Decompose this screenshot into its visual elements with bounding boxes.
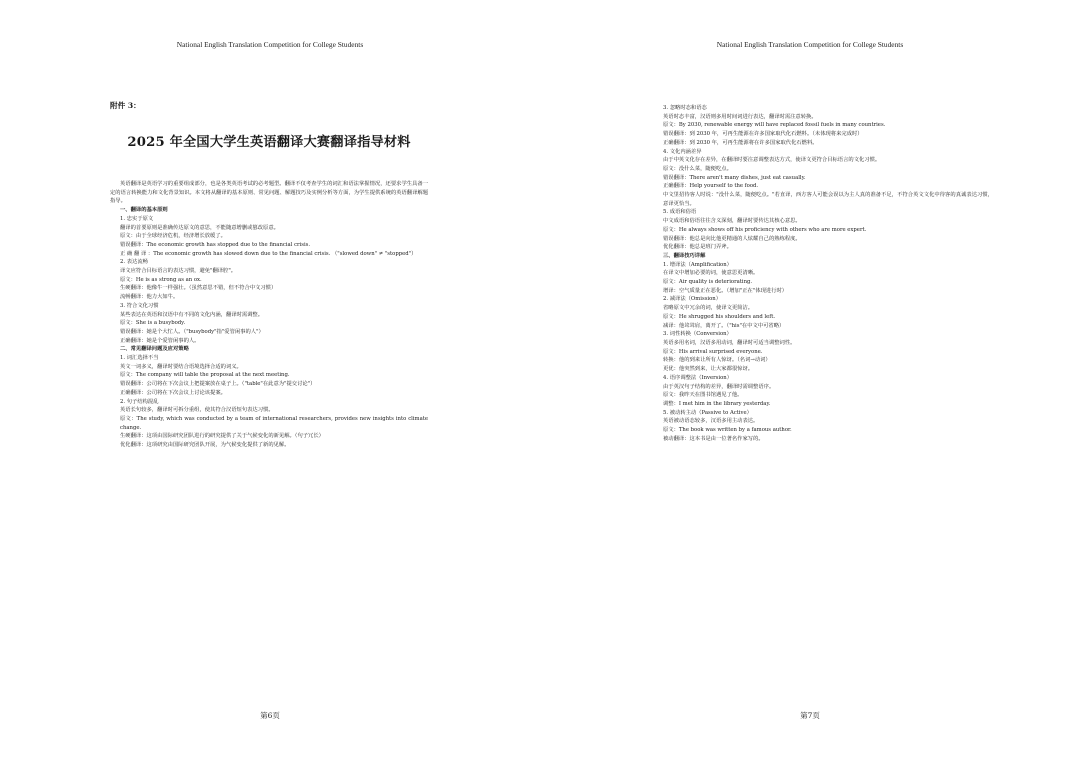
intro-paragraph: 英语翻译是英语学习的重要组成部分，也是各类英语考试的必考题型。翻译不仅考查学生的词汇和语法掌握情况，还要求学生具备一定的语言转换能力和文化背景知识。本文将从翻译的基本原则、常见问题、解题技巧及实例分析等方面，为学生提供系统的英语翻译解题指导。 [110, 181, 428, 205]
text-line: 错误翻译：到 2030 年，可再生能源在许多国家取代化石燃料。（未体现将来完成时） [663, 131, 863, 138]
section-heading: 三、翻译技巧详解 [663, 252, 706, 259]
text-line: 流畅翻译：他力大如牛。 [120, 294, 179, 301]
text-line: 3. 符合文化习惯 [120, 302, 159, 309]
text-line: 原文：He shrugged his shoulders and left. [663, 313, 776, 320]
section-heading: 二、常见翻译问题及应对策略 [120, 346, 189, 353]
text-line: 英语长句较多，翻译时可拆分重组，使其符合汉语短句表达习惯。 [120, 407, 274, 414]
text-line: 翻译的首要原则是准确传达原文的意思，不能随意增删或篡改原意。 [120, 224, 279, 231]
text-line: 5. 被动转主动（Passive to Active） [663, 409, 752, 416]
text-line: 生硬翻译：他像牛一样强壮。（虽然意思不错，但不符合中文习惯） [120, 285, 277, 292]
text-line: 增译：空气质量正在恶化。（增加"正在"体现进行时） [663, 287, 788, 294]
text-line: 在译文中增加必要的词，使意思更清晰。 [663, 270, 759, 277]
text-line: 原文：She is a busybody. [120, 320, 186, 327]
text-line: 错误翻译：公司将在下次会议上把提案放在桌子上。（"table"在此意为"提交讨论"） [120, 381, 316, 388]
text-line: 错误翻译：There aren't many dishes, just eat casually. [663, 174, 806, 181]
text-line: 原文：Air quality is deteriorating. [663, 279, 753, 286]
text-line: 4. 语序调整法（Inversion） [663, 374, 732, 381]
text-line: 2. 表达流畅 [120, 259, 148, 266]
text-line: 3. 忽略时态和语态 [663, 105, 707, 111]
running-head: National English Translation Competition for College Students [176, 40, 364, 49]
text-line: 转换：他的到来让所有人惊讶。（名词→动词） [663, 357, 771, 364]
text-line: 英语时态丰富，汉语则多用时间词进行表达，翻译时需注意转换。 [663, 113, 817, 120]
text-line: 原文：The company will table the proposal at the next meeting. [120, 372, 290, 379]
text-line: 1. 忠实于原文 [120, 215, 154, 222]
text-line: 1. 增译法（Amplification） [663, 261, 732, 268]
text-line: 由于中英文化存在差异，在翻译时要注意调整表达方式，使译文更符合目标语言的文化习惯。 [663, 157, 881, 164]
text-line: 中文里招待客人时说："没什么菜，随便吃点。"若直译，西方客人可能会误以为主人真的准备不足，不符合英文文化中待客的真诚表达习惯，意译更恰当。 [663, 192, 993, 207]
text-line: 原文：The study, which was conducted by a team of international researchers, provides new insights into climate change. [120, 415, 428, 431]
text-line: 省略原文中冗余的词，使译文更简洁。 [663, 305, 754, 312]
text-line: 正确翻译：公司将在下次会议上讨论该提案。 [120, 389, 226, 396]
text-line: 原文：The book was written by a famous author. [663, 427, 792, 434]
section-heading: 一、翻译的基本原则 [120, 207, 168, 214]
text-line: 5. 成语和俗语 [663, 209, 697, 216]
text-line: 4. 文化内涵差异 [663, 148, 702, 155]
text-line: 正确翻译：Help yourself to the food. [663, 183, 759, 190]
page-number: 第7页 [800, 711, 820, 720]
text-line: 原文：He is as strong as an ox. [120, 276, 202, 283]
text-line: 正确翻译：到 2030 年，可再生能源将在许多国家取代化石燃料。 [663, 139, 818, 146]
text-line: 原文：我昨天在图书馆遇见了他。 [663, 392, 743, 399]
text-line: 生硬翻译：这项由国际研究团队进行的研究提供了关于气候变化的新见解。（句子冗长） [120, 433, 324, 440]
text-line: 2. 句子结构混乱 [120, 398, 159, 405]
page-number: 第6页 [260, 711, 280, 720]
text-line: 3. 词性转换（Conversion） [663, 331, 732, 338]
text-line: 原文：His arrival surprised everyone. [663, 348, 763, 355]
text-line: 译文应符合目标语言的表达习惯，避免"翻译腔"。 [120, 268, 237, 275]
text-line: 中文成语和俗语往往含义深刻，翻译时要传达其核心意思。 [663, 218, 801, 225]
content-lines [110, 206, 428, 450]
text-line: 原文：没什么菜，随便吃点。 [663, 165, 732, 172]
running-head: National English Translation Competition for College Students [716, 40, 904, 49]
text-line: 被动翻译：这本书是由一位著名作家写的。 [663, 435, 764, 442]
text-line: 更优：他突然到来，让大家都很惊讶。 [663, 366, 754, 373]
content-lines [663, 104, 993, 443]
text-line: 错误翻译：The economic growth has stopped due to the financial crisis. [120, 241, 311, 248]
text-line: 1. 词汇选择不当 [120, 355, 159, 362]
page-body [663, 104, 993, 443]
text-line: 正确翻译：她是个爱管闲事的人。 [120, 337, 200, 344]
page-7 [540, 0, 1080, 764]
text-line: 2. 减译法（Omission） [663, 296, 722, 303]
text-line: 原文：He always shows off his proficiency with others who are more expert. [663, 226, 867, 233]
text-line: 英语多用名词，汉语多用动词，翻译时可适当调整词性。 [663, 339, 796, 346]
text-line: 错误翻译：他总是向比他更精通的人炫耀自己的熟练程度。 [663, 235, 801, 242]
text-line: 由于英汉句子结构的差异，翻译时需调整语序。 [663, 383, 775, 390]
text-line: 原文：由于全球经济危机，经济增长放缓了。 [120, 233, 226, 240]
text-line: 优化翻译：这项研究由国际研究团队开展，为气候变化提供了新的见解。 [120, 442, 290, 449]
text-line: 某些表达在英语和汉语中有不同的文化内涵，翻译时需调整。 [120, 311, 264, 318]
document-title: 2025 年全国大学生英语翻译大赛翻译指导材料 [127, 135, 411, 150]
text-line: 错误翻译：她是个大忙人。（"busybody"指"爱管闲事的人"） [120, 328, 264, 335]
page-body [110, 100, 428, 450]
text-line: 调整：I met him in the library yesterday. [663, 400, 771, 407]
text-line: 正 确 翻 译 ：The economic growth has slowed down due to the financial crisis. （"slowed down" ≠ "stopped"） [120, 250, 417, 257]
text-line: 英文一词多义，翻译时要结合语境选择合适的词义。 [120, 363, 242, 370]
text-line: 优化翻译：他总是班门弄斧。 [663, 244, 732, 251]
text-line: 原文：By 2030, renewable energy will have replaced fossil fuels in many countries. [663, 122, 886, 129]
text-line: 英语被动语态较多，汉语多用主动表达。 [663, 418, 759, 425]
text-line: 减译：他耸耸肩，离开了。（"his"在中文中可省略） [663, 322, 785, 329]
annex-label: 附件 3： [110, 101, 141, 110]
